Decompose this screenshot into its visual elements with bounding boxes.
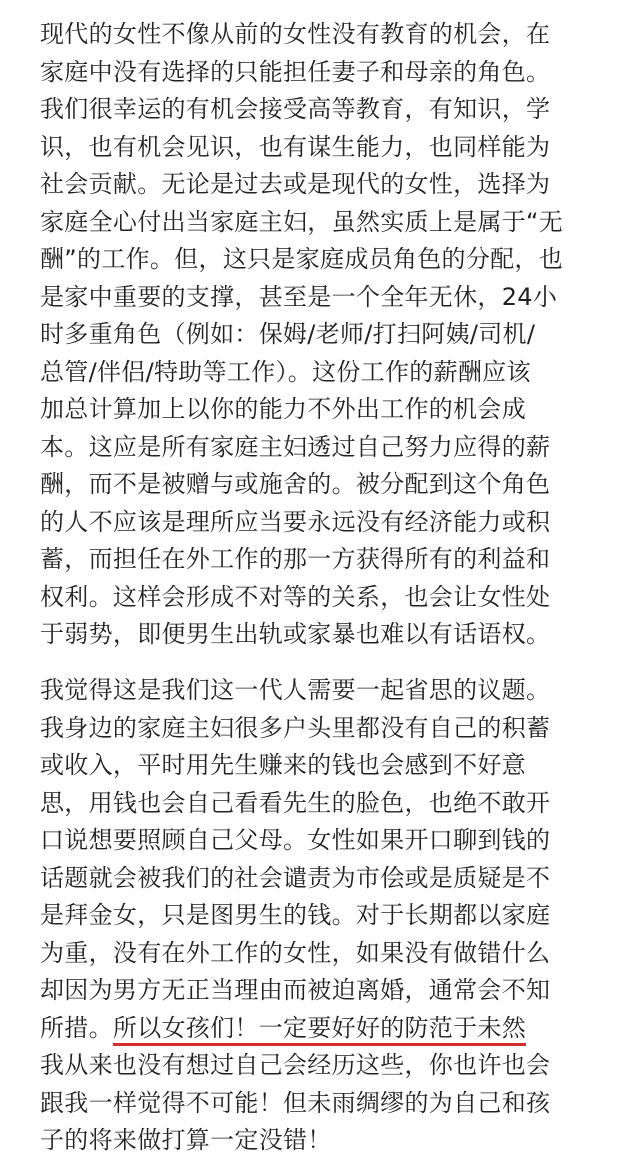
text-line: 社会贡献。无论是过去或是现代的女性，选择为 xyxy=(40,170,551,198)
text-segment: 所措。 xyxy=(40,1013,113,1042)
highlighted-text-line xyxy=(40,1010,610,1048)
text-line: 现代的女性不像从前的女性没有教育的机会，在 xyxy=(40,20,551,48)
text-line: 或收入，平时用先生赚来的钱也会感到不好意 xyxy=(40,751,526,779)
text-line: 酬”的工作。但，这只是家庭成员角色的分配，也 xyxy=(40,245,564,273)
text-line: 我身边的家庭主妇很多户头里都没有自己的积蓄 xyxy=(40,713,551,742)
text-line: 权利。这样会形成不对等的关系，也会让女性处 xyxy=(40,582,551,611)
text-line: 却因为男方无正当理由而被迫离婚，通常会不知 xyxy=(40,976,551,1004)
text-line: 识，也有机会见识，也有谋生能力，也同样能为 xyxy=(40,132,551,161)
text-line: 跟我一样觉得不可能！但未雨绸缪的为自己和孩 xyxy=(40,1088,551,1117)
text-line: 口说想要照顾自己父母。女性如果开口聊到钱的 xyxy=(40,826,551,854)
underlined-emphasis: 所以女孩们！一定要好好的防范于未然 xyxy=(113,1014,526,1046)
text-line: 是家中重要的支撑，甚至是一个全年无休，24小 xyxy=(40,282,558,311)
text-line: 家庭全心付出当家庭主妇，虽然实质上是属于“无 xyxy=(40,207,564,236)
text-line: 话题就会被我们的社会谴责为市侩或是质疑是不 xyxy=(40,863,551,892)
text-line: 加总计算加上以你的能力不外出工作的机会成 xyxy=(40,395,526,423)
text-line: 蓄，而担任在外工作的那一方获得所有的利益和 xyxy=(40,545,551,573)
text-line: 家庭中没有选择的只能担任妻子和母亲的角色。 xyxy=(40,57,551,86)
text-line: 是拜金女，只是图男生的钱。对于长期都以家庭 xyxy=(40,901,551,929)
text-line: 子的将来做打算一定没错！ xyxy=(40,1126,332,1154)
paragraph-1 xyxy=(40,16,610,654)
text-line: 于弱势，即便男生出轨或家暴也难以有话语权。 xyxy=(40,620,551,648)
text-line: 时多重角色（例如：保姆/老师/打扫阿姨/司机/ xyxy=(40,320,536,348)
text-line: 为重，没有在外工作的女性，如果没有做错什么 xyxy=(40,938,551,967)
text-line: 我觉得这是我们这一代人需要一起省思的议题。 xyxy=(40,676,551,704)
text-line: 思，用钱也会自己看看先生的脸色，也绝不敢开 xyxy=(40,788,551,817)
paragraph-2 xyxy=(40,672,610,1160)
text-line: 我从来也没有想过自己会经历这些，你也许也会 xyxy=(40,1051,551,1079)
text-line: 本。这应是所有家庭主妇透过自己努力应得的薪 xyxy=(40,432,551,461)
text-line: 的人不应该是理所应当要永远没有经济能力或积 xyxy=(40,507,551,536)
text-line: 总管/伴侣/特助等工作）。这份工作的薪酬应该 xyxy=(40,357,531,386)
text-line: 我们很幸运的有机会接受高等教育，有知识，学 xyxy=(40,95,551,123)
text-line: 酬，而不是被赠与或施舍的。被分配到这个角色 xyxy=(40,470,551,498)
